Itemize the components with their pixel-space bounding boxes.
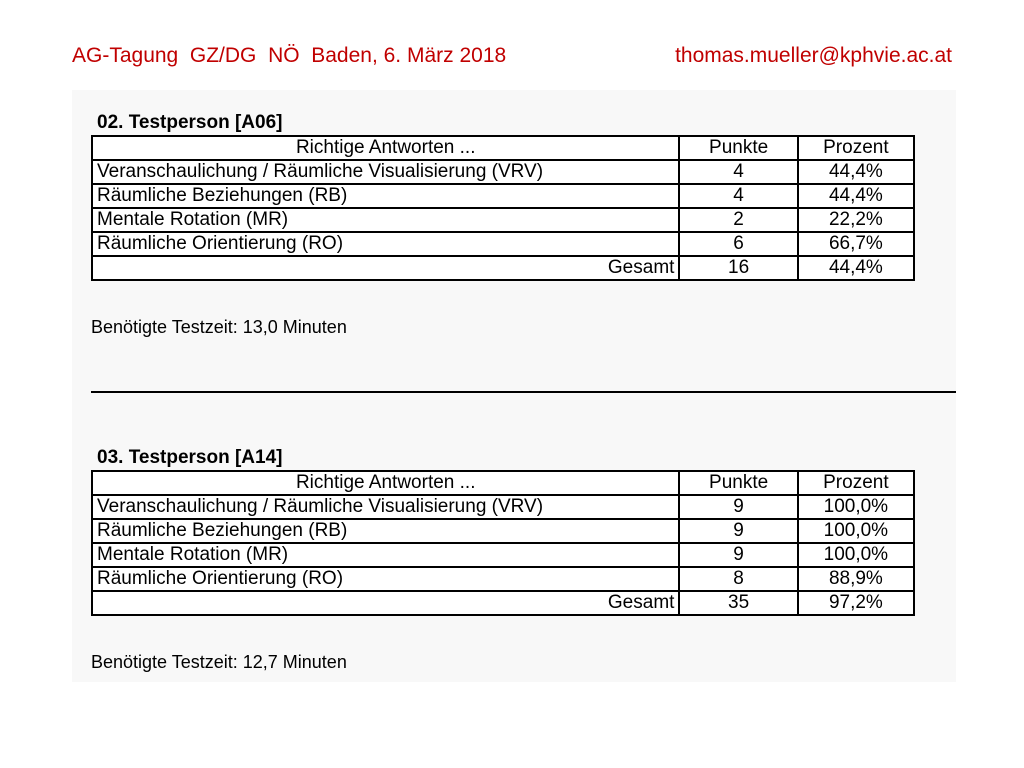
header-event: AG-Tagung GZ/DG NÖ Baden, 6. März 2018 [72,44,507,67]
row-points: 9 [679,495,797,519]
section-divider [91,391,956,393]
section-title: 03. Testperson [A14] [97,447,283,468]
row-label: Räumliche Orientierung (RO) [92,232,679,256]
table-row [92,543,914,567]
table-row [92,160,914,184]
header-email: thomas.mueller@kphvie.ac.at [675,44,952,67]
total-percent: 44,4% [798,256,914,280]
table-row [92,519,914,543]
table-header-row [92,136,914,160]
row-percent: 22,2% [798,208,914,232]
table-row [92,208,914,232]
column-header-answers: Richtige Antworten ... [92,471,679,495]
row-points: 9 [679,519,797,543]
testperson-section-a14 [91,446,915,616]
test-duration: Benötigte Testzeit: 13,0 Minuten [91,317,347,337]
total-label: Gesamt [92,591,679,615]
test-duration: Benötigte Testzeit: 12,7 Minuten [91,652,347,672]
row-percent: 88,9% [798,567,914,591]
row-points: 8 [679,567,797,591]
table-row [92,495,914,519]
row-percent: 100,0% [798,495,914,519]
table-row [92,567,914,591]
row-label: Veranschaulichung / Räumliche Visualisierung (VRV) [92,160,679,184]
row-percent: 66,7% [798,232,914,256]
slide-header [72,44,952,72]
total-points: 16 [679,256,797,280]
column-header-points: Punkte [679,471,797,495]
row-points: 9 [679,543,797,567]
row-label: Mentale Rotation (MR) [92,543,679,567]
table-header-row [92,471,914,495]
table-row [92,184,914,208]
column-header-points: Punkte [679,136,797,160]
row-label: Mentale Rotation (MR) [92,208,679,232]
total-label: Gesamt [92,256,679,280]
column-header-percent: Prozent [798,471,914,495]
column-header-percent: Prozent [798,136,914,160]
section-title: 02. Testperson [A06] [97,112,283,133]
row-points: 2 [679,208,797,232]
results-table [91,135,915,281]
table-total-row [92,256,914,280]
row-points: 6 [679,232,797,256]
row-points: 4 [679,160,797,184]
row-label: Räumliche Beziehungen (RB) [92,184,679,208]
row-label: Räumliche Orientierung (RO) [92,567,679,591]
row-percent: 100,0% [798,543,914,567]
results-table [91,470,915,616]
total-points: 35 [679,591,797,615]
row-percent: 44,4% [798,184,914,208]
table-row [92,232,914,256]
table-total-row [92,591,914,615]
row-label: Räumliche Beziehungen (RB) [92,519,679,543]
row-percent: 100,0% [798,519,914,543]
row-points: 4 [679,184,797,208]
column-header-answers: Richtige Antworten ... [92,136,679,160]
total-percent: 97,2% [798,591,914,615]
row-percent: 44,4% [798,160,914,184]
row-label: Veranschaulichung / Räumliche Visualisierung (VRV) [92,495,679,519]
testperson-section-a06 [91,111,915,281]
